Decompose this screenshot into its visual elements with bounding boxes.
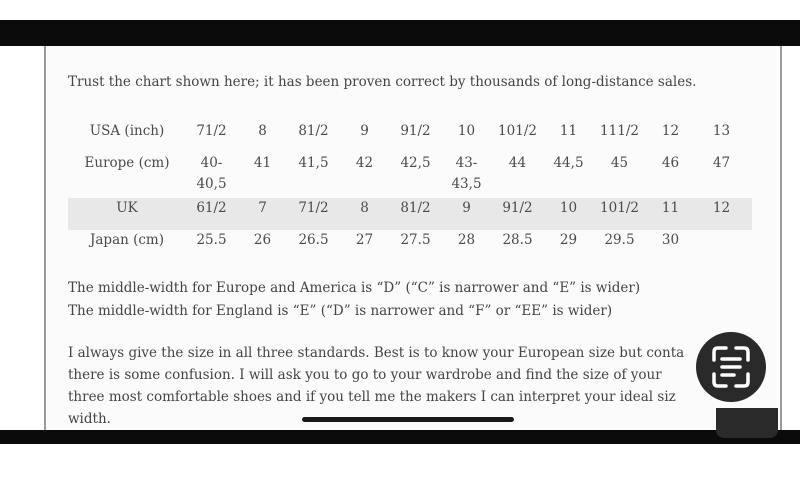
size-cell: 71/2 bbox=[298, 200, 329, 216]
size-cell: 28.5 bbox=[502, 232, 533, 248]
bottom-black-bar bbox=[0, 430, 800, 444]
size-cell: 46 bbox=[661, 155, 680, 171]
size-cell: 7 bbox=[258, 200, 267, 216]
size-row bbox=[68, 227, 747, 259]
size-cell: 101/2 bbox=[498, 123, 537, 139]
size-cell: 44,5 bbox=[553, 155, 584, 171]
paragraph-line: three most comfortable shoes and if you tell me the makers I can interpret your ideal siz bbox=[68, 389, 676, 405]
size-cell: 40- 40,5 bbox=[196, 155, 227, 192]
size-cell: 41 bbox=[253, 155, 272, 171]
size-cell: 41,5 bbox=[298, 155, 329, 171]
size-cell: 91/2 bbox=[502, 200, 533, 216]
text-scan-icon bbox=[696, 332, 766, 402]
size-cell: 43- 43,5 bbox=[451, 155, 482, 192]
size-cell: 28 bbox=[457, 232, 476, 248]
row-label: USA (inch) bbox=[89, 123, 165, 139]
size-cell: 9 bbox=[462, 200, 471, 216]
note-europe-america: The middle-width for Europe and America is “D” (“C” is narrower and “E” is wider) bbox=[68, 280, 641, 296]
row-label: Japan (cm) bbox=[89, 232, 165, 248]
scan-button-tail bbox=[716, 408, 778, 438]
size-cell: 11 bbox=[661, 200, 680, 216]
intro-text: Trust the chart shown here; it has been proven correct by thousands of long-distance sales. bbox=[68, 74, 697, 90]
size-row bbox=[68, 150, 747, 195]
paragraph-line: width. bbox=[68, 411, 111, 427]
size-row bbox=[68, 195, 747, 227]
size-cell: 27 bbox=[355, 232, 374, 248]
home-indicator[interactable] bbox=[302, 417, 514, 422]
note-england: The middle-width for England is “E” (“D” is narrower and “F” or “EE” is wider) bbox=[68, 303, 613, 319]
size-cell: 9 bbox=[360, 123, 369, 139]
size-cell: 26 bbox=[253, 232, 272, 248]
row-label: Europe (cm) bbox=[84, 155, 170, 171]
size-cell: 12 bbox=[661, 123, 680, 139]
size-cell: 10 bbox=[559, 200, 578, 216]
size-cell: 27.5 bbox=[400, 232, 431, 248]
size-cell: 8 bbox=[360, 200, 369, 216]
row-label: UK bbox=[116, 200, 138, 216]
size-row bbox=[68, 118, 747, 150]
document-page bbox=[44, 46, 782, 430]
size-cell: 11 bbox=[559, 123, 578, 139]
paragraph-line: I always give the size in all three standards. Best is to know your European size but conta bbox=[68, 345, 685, 361]
paragraph-line: there is some confusion. I will ask you to go to your wardrobe and find the size of your bbox=[68, 367, 662, 383]
top-black-bar bbox=[0, 20, 800, 46]
size-cell: 61/2 bbox=[196, 200, 227, 216]
size-cell: 30 bbox=[661, 232, 680, 248]
size-cell: 12 bbox=[712, 200, 731, 216]
size-cell: 29.5 bbox=[604, 232, 635, 248]
size-chart-table bbox=[68, 118, 747, 259]
size-cell: 71/2 bbox=[196, 123, 227, 139]
size-cell: 26.5 bbox=[298, 232, 329, 248]
size-cell: 47 bbox=[712, 155, 731, 171]
size-cell: 111/2 bbox=[600, 123, 639, 139]
size-cell: 13 bbox=[712, 123, 731, 139]
size-cell: 42,5 bbox=[400, 155, 431, 171]
size-cell: 101/2 bbox=[600, 200, 639, 216]
size-cell: 42 bbox=[355, 155, 374, 171]
text-scan-button[interactable] bbox=[696, 332, 766, 402]
size-cell: 10 bbox=[457, 123, 476, 139]
size-cell: 25.5 bbox=[196, 232, 227, 248]
size-cell: 81/2 bbox=[400, 200, 431, 216]
size-cell: 91/2 bbox=[400, 123, 431, 139]
size-cell: 81/2 bbox=[298, 123, 329, 139]
size-cell bbox=[696, 227, 747, 259]
size-cell: 44 bbox=[508, 155, 527, 171]
size-cell: 8 bbox=[258, 123, 267, 139]
size-cell: 45 bbox=[610, 155, 629, 171]
size-cell: 29 bbox=[559, 232, 578, 248]
